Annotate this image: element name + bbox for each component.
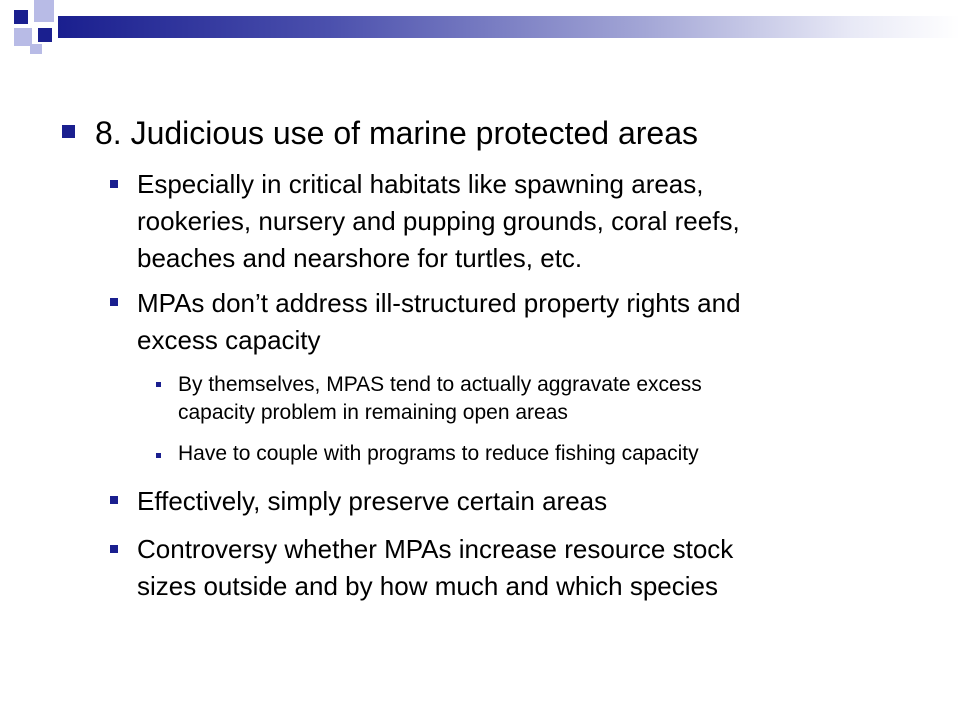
sub-bullet-line: excess capacity	[137, 325, 321, 355]
level2-bullet-icon	[110, 180, 118, 188]
main-bullet-text: 8. Judicious use of marine protected areas	[95, 115, 698, 151]
level2-bullet-icon	[110, 496, 118, 504]
sub-bullet-line: rookeries, nursery and pupping grounds, coral reefs,	[137, 206, 740, 236]
header-square-light-top	[34, 0, 54, 22]
sub-sub-bullet-line: capacity problem in remaining open areas	[178, 401, 568, 424]
header-square-light-bottom	[30, 44, 42, 54]
sub-bullet-line: beaches and nearshore for turtles, etc.	[137, 243, 583, 273]
level2-bullet-icon	[110, 298, 118, 306]
sub-bullet-line: sizes outside and by how much and which species	[137, 571, 718, 601]
sub-bullet-line: Effectively, simply preserve certain areas	[137, 486, 608, 516]
sub-bullet-line: Especially in critical habitats like spawning areas,	[137, 169, 704, 199]
level3-bullet-icon	[156, 453, 161, 458]
header-gradient-bar	[58, 16, 960, 38]
sub-bullet-line: Controversy whether MPAs increase resource stock	[137, 534, 734, 564]
sub-bullet-line: MPAs don’t address ill-structured property rights and	[137, 288, 741, 318]
level3-bullet-icon	[156, 382, 161, 387]
header-square-navy-top	[14, 10, 28, 24]
level1-bullet-icon	[62, 125, 75, 138]
level2-bullet-icon	[110, 545, 118, 553]
header-square-navy-mid	[38, 28, 52, 42]
sub-sub-bullet-line: By themselves, MPAS tend to actually aggravate excess	[178, 373, 702, 396]
sub-sub-bullet-line: Have to couple with programs to reduce fishing capacity	[178, 442, 699, 465]
